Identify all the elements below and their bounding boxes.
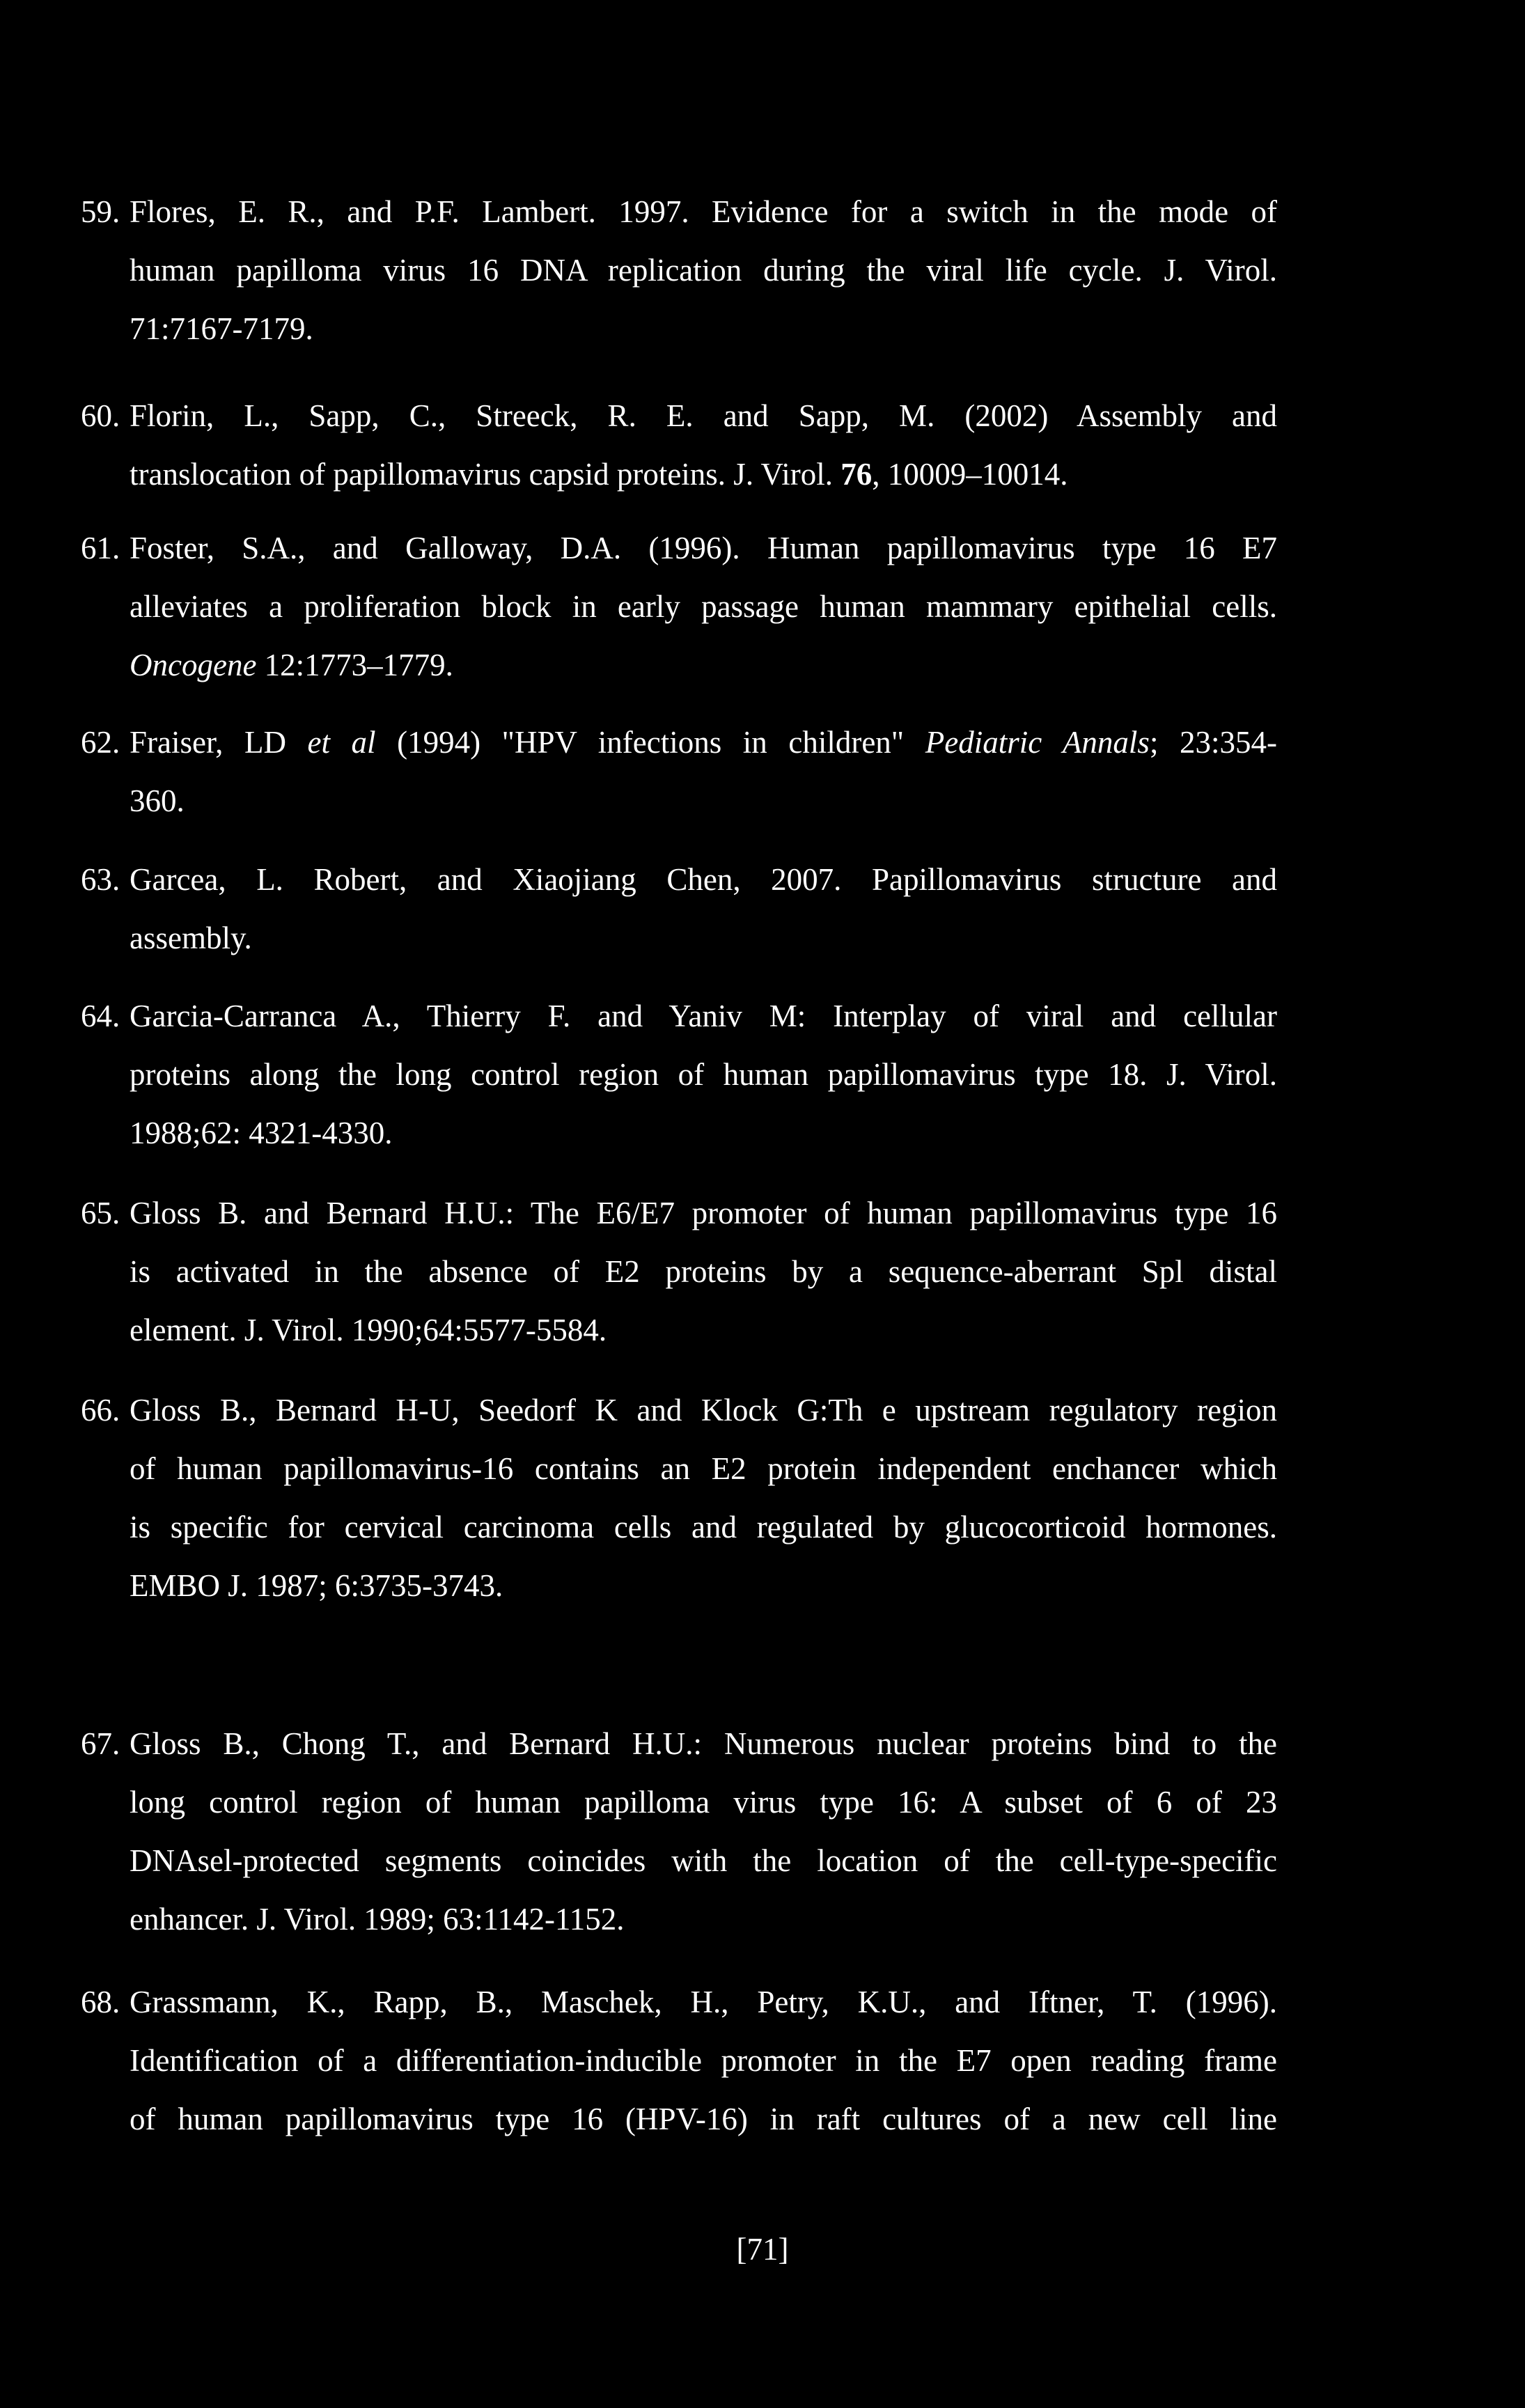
reference-line: Oncogene 12:1773–1779. xyxy=(130,648,453,682)
reference-line: is activated in the absence of E2 proteins by a sequence-aberrant Spl distal xyxy=(130,1254,1277,1289)
reference-line: Gloss B., Bernard H-U, Seedorf K and Klock G:Th e upstream regulatory region xyxy=(130,1393,1277,1428)
reference-line: DNAsel-protected segments coincides with the location of the cell-type-specific xyxy=(130,1843,1277,1878)
reference-number: 66. xyxy=(81,1393,120,1428)
reference-line: Garcia-Carranca A., Thierry F. and Yaniv M: Interplay of viral and cellular xyxy=(130,999,1277,1033)
reference-line: Flores, E. R., and P.F. Lambert. 1997. Evidence for a switch in the mode of xyxy=(130,194,1277,229)
reference-line: Identification of a differentiation-inducible promoter in the E7 open reading frame xyxy=(130,2043,1277,2078)
reference-line: alleviates a proliferation block in early passage human mammary epithelial cells. xyxy=(130,589,1277,624)
reference-65 xyxy=(81,1184,1277,1359)
volume-number: 76 xyxy=(840,457,873,492)
reference-67 xyxy=(81,1714,1277,1948)
page-number: [71] xyxy=(736,2232,789,2267)
reference-line: human papilloma virus 16 DNA replication during the viral life cycle. J. Virol. xyxy=(130,253,1277,288)
reference-line: Gloss B., Chong T., and Bernard H.U.: Numerous nuclear proteins bind to the xyxy=(130,1726,1277,1761)
reference-number: 62. xyxy=(81,725,120,760)
reference-number: 64. xyxy=(81,999,120,1033)
reference-number: 67. xyxy=(81,1726,120,1761)
reference-text xyxy=(130,713,1277,830)
reference-text xyxy=(130,850,1277,967)
reference-line: Gloss B. and Bernard H.U.: The E6/E7 promoter of human papillomavirus type 16 xyxy=(130,1196,1277,1230)
reference-number: 65. xyxy=(81,1196,120,1230)
reference-line: 1988;62: 4321-4330. xyxy=(130,1116,393,1150)
reference-text xyxy=(130,386,1277,503)
reference-number: 68. xyxy=(81,1985,120,2019)
reference-line: EMBO J. 1987; 6:3735-3743. xyxy=(130,1568,503,1603)
journal-title: Oncogene xyxy=(130,648,257,682)
reference-line: 71:7167-7179. xyxy=(130,311,313,346)
reference-line: Foster, S.A., and Galloway, D.A. (1996). Human papillomavirus type 16 E7 xyxy=(130,531,1277,565)
reference-line: translocation of papillomavirus capsid proteins. J. Virol. 76, 10009–10014. xyxy=(130,457,1068,492)
reference-number: 59. xyxy=(81,194,120,229)
reference-line: assembly. xyxy=(130,921,252,955)
reference-text xyxy=(130,1973,1277,2148)
reference-66 xyxy=(81,1381,1277,1615)
reference-number: 63. xyxy=(81,862,120,897)
reference-text xyxy=(130,182,1277,358)
reference-line: long control region of human papilloma virus type 16: A subset of 6 of 23 xyxy=(130,1785,1277,1820)
reference-text xyxy=(130,987,1277,1162)
journal-title: Pediatric Annals xyxy=(925,725,1150,760)
reference-line: is specific for cervical carcinoma cells and regulated by glucocorticoid hormones. xyxy=(130,1510,1277,1545)
reference-61 xyxy=(81,519,1277,694)
reference-line: element. J. Virol. 1990;64:5577-5584. xyxy=(130,1313,607,1347)
reference-line: of human papillomavirus type 16 (HPV-16) in raft cultures of a new cell line xyxy=(130,2102,1277,2136)
reference-line: Garcea, L. Robert, and Xiaojiang Chen, 2007. Papillomavirus structure and xyxy=(130,862,1277,897)
reference-number: 60. xyxy=(81,398,120,433)
reference-text xyxy=(130,519,1277,694)
reference-68 xyxy=(81,1973,1277,2148)
reference-line: Grassmann, K., Rapp, B., Maschek, H., Petry, K.U., and Iftner, T. (1996). xyxy=(130,1985,1277,2019)
reference-63 xyxy=(81,850,1277,967)
reference-line: Florin, L., Sapp, C., Streeck, R. E. and Sapp, M. (2002) Assembly and xyxy=(130,398,1277,433)
reference-60 xyxy=(81,386,1277,503)
reference-line: proteins along the long control region of human papillomavirus type 18. J. Virol. xyxy=(130,1057,1277,1092)
reference-line: Fraiser, LD et al (1994) "HPV infections in children" Pediatric Annals; 23:354- xyxy=(130,725,1277,760)
reference-line: 360. xyxy=(130,783,185,818)
reference-text xyxy=(130,1184,1277,1359)
reference-text xyxy=(130,1714,1277,1948)
reference-59 xyxy=(81,182,1277,358)
reference-line: of human papillomavirus-16 contains an E2 protein independent enchancer which xyxy=(130,1451,1277,1486)
reference-64 xyxy=(81,987,1277,1162)
reference-62 xyxy=(81,713,1277,830)
reference-number: 61. xyxy=(81,531,120,565)
reference-line: enhancer. J. Virol. 1989; 63:1142-1152. xyxy=(130,1902,625,1937)
reference-text xyxy=(130,1381,1277,1615)
